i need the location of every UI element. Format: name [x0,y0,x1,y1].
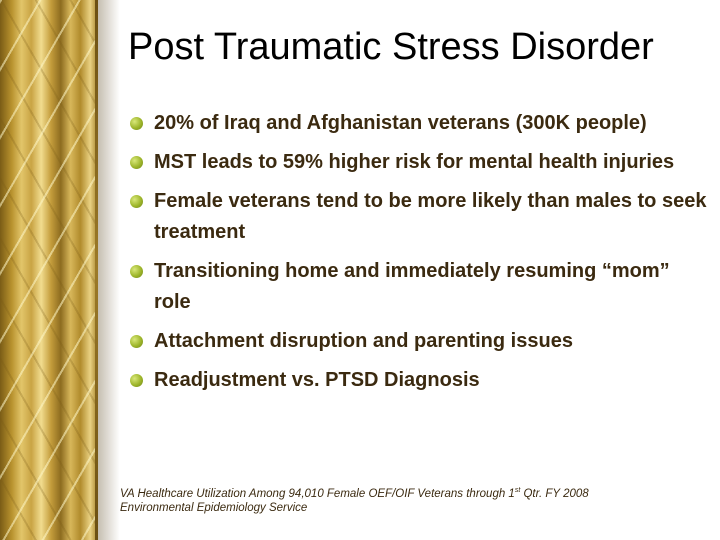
bullet-item [128,147,708,178]
bullet-dot-icon [130,374,143,387]
bullet-dot-icon [130,195,143,208]
bullet-text: Female veterans tend to be more likely than males to seek treatment [154,190,707,243]
bullet-text: Readjustment vs. PTSD Diagnosis [154,369,480,391]
bullet-dot-icon [130,156,143,169]
bullet-text: 20% of Iraq and Afghanistan veterans (300K people) [154,112,647,134]
bullet-item [128,326,708,357]
slide-title: Post Traumatic Stress Disorder [128,26,654,68]
source-line1-prefix: VA Healthcare Utilization Among 94,010 Female OEF/OIF Veterans through 1 [120,488,515,500]
bullet-item [128,108,708,139]
gold-ornamental-band [0,0,98,540]
bullet-text: MST leads to 59% higher risk for mental health injuries [154,151,675,173]
bullet-dot-icon [130,335,143,348]
bullet-text: Transitioning home and immediately resuming “mom” role [154,260,670,313]
bullet-dot-icon [130,265,143,278]
bullet-text: Attachment disruption and parenting issues [154,330,573,352]
source-superscript: st [514,487,521,495]
source-line2: Environmental Epidemiology Service [120,502,308,514]
bullet-item [128,256,708,318]
band-shadow [98,0,120,540]
bullet-dot-icon [130,117,143,130]
source-citation [120,487,715,515]
bullet-item [128,365,708,396]
bullet-list [128,108,708,404]
source-line1-suffix: Qtr. FY 2008 [520,488,589,500]
bullet-item [128,186,708,248]
